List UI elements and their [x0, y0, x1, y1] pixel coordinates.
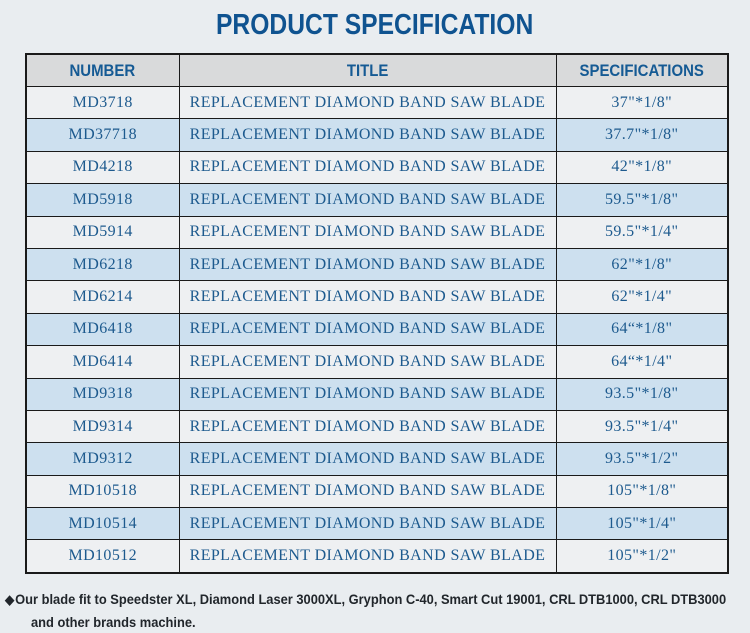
table-row [26, 443, 728, 475]
spec-cell: 64“*1/8" [556, 313, 728, 345]
table-row [26, 475, 728, 507]
title-cell: REPLACEMENT DIAMOND BAND SAW BLADE [179, 87, 556, 119]
spec-cell: 64“*1/4" [556, 346, 728, 378]
number-cell: MD10514 [26, 508, 179, 540]
title-cell: REPLACEMENT DIAMOND BAND SAW BLADE [179, 508, 556, 540]
compatibility-note [5, 588, 750, 633]
table-row [26, 346, 728, 378]
number-cell: MD10512 [26, 540, 179, 573]
spec-cell: 105"*1/4" [556, 508, 728, 540]
number-cell: MD6418 [26, 313, 179, 345]
spec-cell: 93.5"*1/4" [556, 410, 728, 442]
number-cell: MD6414 [26, 346, 179, 378]
spec-cell: 37"*1/8" [556, 87, 728, 119]
diamond-bullet-icon: ◆ [5, 592, 15, 607]
spec-cell: 105"*1/2" [556, 540, 728, 573]
compatibility-note-line1: ◆Our blade fit to Speedster XL, Diamond Laser 3000XL, Gryphon C-40, Smart Cut 19001, CRL DTB1000, CRL DTB3000 [5, 591, 727, 607]
spec-cell: 42"*1/8" [556, 151, 728, 183]
number-cell: MD6214 [26, 281, 179, 313]
product-specification-table [25, 53, 729, 574]
title-cell: REPLACEMENT DIAMOND BAND SAW BLADE [179, 216, 556, 248]
column-header-title: TITLE [179, 54, 556, 87]
table-row [26, 184, 728, 216]
table-body [26, 87, 728, 573]
page-title: PRODUCT SPECIFICATION [216, 9, 534, 41]
table-row [26, 508, 728, 540]
title-cell: REPLACEMENT DIAMOND BAND SAW BLADE [179, 151, 556, 183]
table-header-row [26, 54, 728, 87]
spec-cell: 62"*1/4" [556, 281, 728, 313]
compatibility-note-line2: and other brands machine. [31, 614, 196, 630]
number-cell: MD5918 [26, 184, 179, 216]
spec-cell: 105"*1/8" [556, 475, 728, 507]
spec-cell: 93.5"*1/8" [556, 378, 728, 410]
table-row [26, 313, 728, 345]
number-cell: MD5914 [26, 216, 179, 248]
table-row [26, 378, 728, 410]
table-row [26, 87, 728, 119]
title-cell: REPLACEMENT DIAMOND BAND SAW BLADE [179, 313, 556, 345]
table-row [26, 119, 728, 151]
title-cell: REPLACEMENT DIAMOND BAND SAW BLADE [179, 540, 556, 573]
table-row [26, 410, 728, 442]
title-cell: REPLACEMENT DIAMOND BAND SAW BLADE [179, 248, 556, 280]
number-cell: MD37718 [26, 119, 179, 151]
title-cell: REPLACEMENT DIAMOND BAND SAW BLADE [179, 346, 556, 378]
spec-cell: 59.5"*1/4" [556, 216, 728, 248]
title-cell: REPLACEMENT DIAMOND BAND SAW BLADE [179, 184, 556, 216]
number-cell: MD6218 [26, 248, 179, 280]
title-cell: REPLACEMENT DIAMOND BAND SAW BLADE [179, 475, 556, 507]
spec-cell: 37.7"*1/8" [556, 119, 728, 151]
table-row [26, 216, 728, 248]
table-row [26, 281, 728, 313]
number-cell: MD10518 [26, 475, 179, 507]
title-cell: REPLACEMENT DIAMOND BAND SAW BLADE [179, 443, 556, 475]
table-row [26, 248, 728, 280]
title-cell: REPLACEMENT DIAMOND BAND SAW BLADE [179, 281, 556, 313]
spec-cell: 59.5"*1/8" [556, 184, 728, 216]
spec-cell: 62"*1/8" [556, 248, 728, 280]
number-cell: MD9314 [26, 410, 179, 442]
title-cell: REPLACEMENT DIAMOND BAND SAW BLADE [179, 119, 556, 151]
number-cell: MD9318 [26, 378, 179, 410]
number-cell: MD4218 [26, 151, 179, 183]
spec-cell: 93.5"*1/2" [556, 443, 728, 475]
table-row [26, 151, 728, 183]
title-cell: REPLACEMENT DIAMOND BAND SAW BLADE [179, 410, 556, 442]
number-cell: MD3718 [26, 87, 179, 119]
table-row [26, 540, 728, 573]
column-header-specifications: SPECIFICATIONS [556, 54, 728, 87]
page-header [0, 0, 750, 51]
column-header-number: NUMBER [26, 54, 179, 87]
title-cell: REPLACEMENT DIAMOND BAND SAW BLADE [179, 378, 556, 410]
number-cell: MD9312 [26, 443, 179, 475]
